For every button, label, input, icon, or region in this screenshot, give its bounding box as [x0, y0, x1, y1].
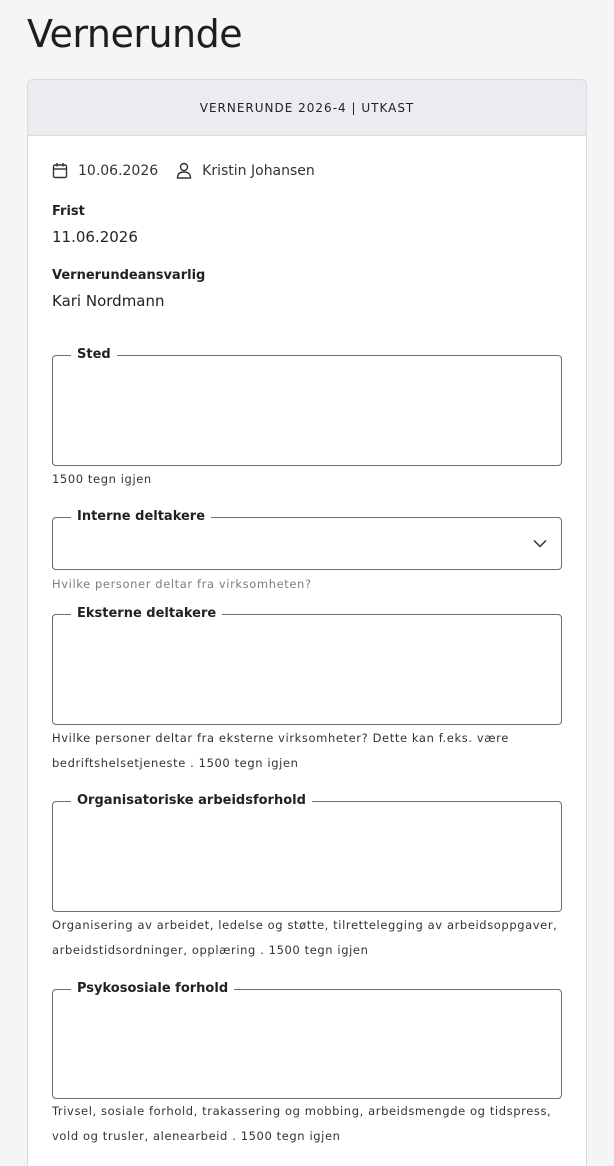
eksterne-deltakere-helper: Hvilke personer deltar fra eksterne virksomheter? Dette kan f.eks. være bedriftshelsetjeneste . 1500 tegn igjen	[52, 731, 509, 770]
interne-deltakere-label: Interne deltakere	[71, 509, 211, 525]
page-title: Vernerunde	[27, 12, 243, 56]
calendar-icon	[52, 162, 68, 179]
person-icon	[176, 162, 192, 179]
psykososiale-label: Psykososiale forhold	[71, 981, 234, 997]
sted-helper: 1500 tegn igjen	[52, 472, 152, 486]
interne-deltakere-select[interactable]	[52, 509, 562, 570]
chevron-down-icon[interactable]	[533, 539, 547, 548]
responsible-value: Kari Nordmann	[52, 292, 165, 310]
deadline-label: Frist	[52, 204, 85, 219]
responsible-label: Vernerundeansvarlig	[52, 268, 206, 283]
date-text: 10.06.2026	[78, 162, 159, 179]
inspection-card	[27, 79, 587, 1166]
sted-textarea[interactable]	[53, 356, 561, 465]
deadline-value: 11.06.2026	[52, 228, 138, 246]
date-item	[52, 162, 158, 179]
sted-field	[52, 347, 562, 466]
sted-label: Sted	[71, 347, 117, 363]
psykososiale-field	[52, 981, 562, 1099]
organisatoriske-textarea[interactable]	[53, 802, 561, 911]
card-header: VERNERUNDE 2026-4 | UTKAST	[28, 80, 586, 136]
interne-deltakere-helper: Hvilke personer deltar fra virksomheten?	[52, 577, 312, 591]
meta-row	[52, 162, 333, 179]
psykososiale-textarea[interactable]	[53, 990, 561, 1098]
organisatoriske-helper: Organisering av arbeidet, ledelse og støtte, tilrettelegging av arbeidsoppgaver, arbeidstidsordninger, opplæring . 1500 tegn igjen	[52, 918, 558, 957]
eksterne-deltakere-label: Eksterne deltakere	[71, 606, 222, 622]
select-wrap	[53, 518, 561, 569]
eksterne-deltakere-textarea[interactable]	[53, 615, 561, 724]
user-item	[176, 162, 315, 179]
organisatoriske-label: Organisatoriske arbeidsforhold	[71, 793, 312, 809]
eksterne-deltakere-field	[52, 606, 562, 725]
user-name: Kristin Johansen	[202, 162, 315, 179]
organisatoriske-field	[52, 793, 562, 912]
psykososiale-helper: Trivsel, sosiale forhold, trakassering og mobbing, arbeidsmengde og tidspress, vold og trusler, alenearbeid . 1500 tegn igjen	[52, 1104, 552, 1143]
